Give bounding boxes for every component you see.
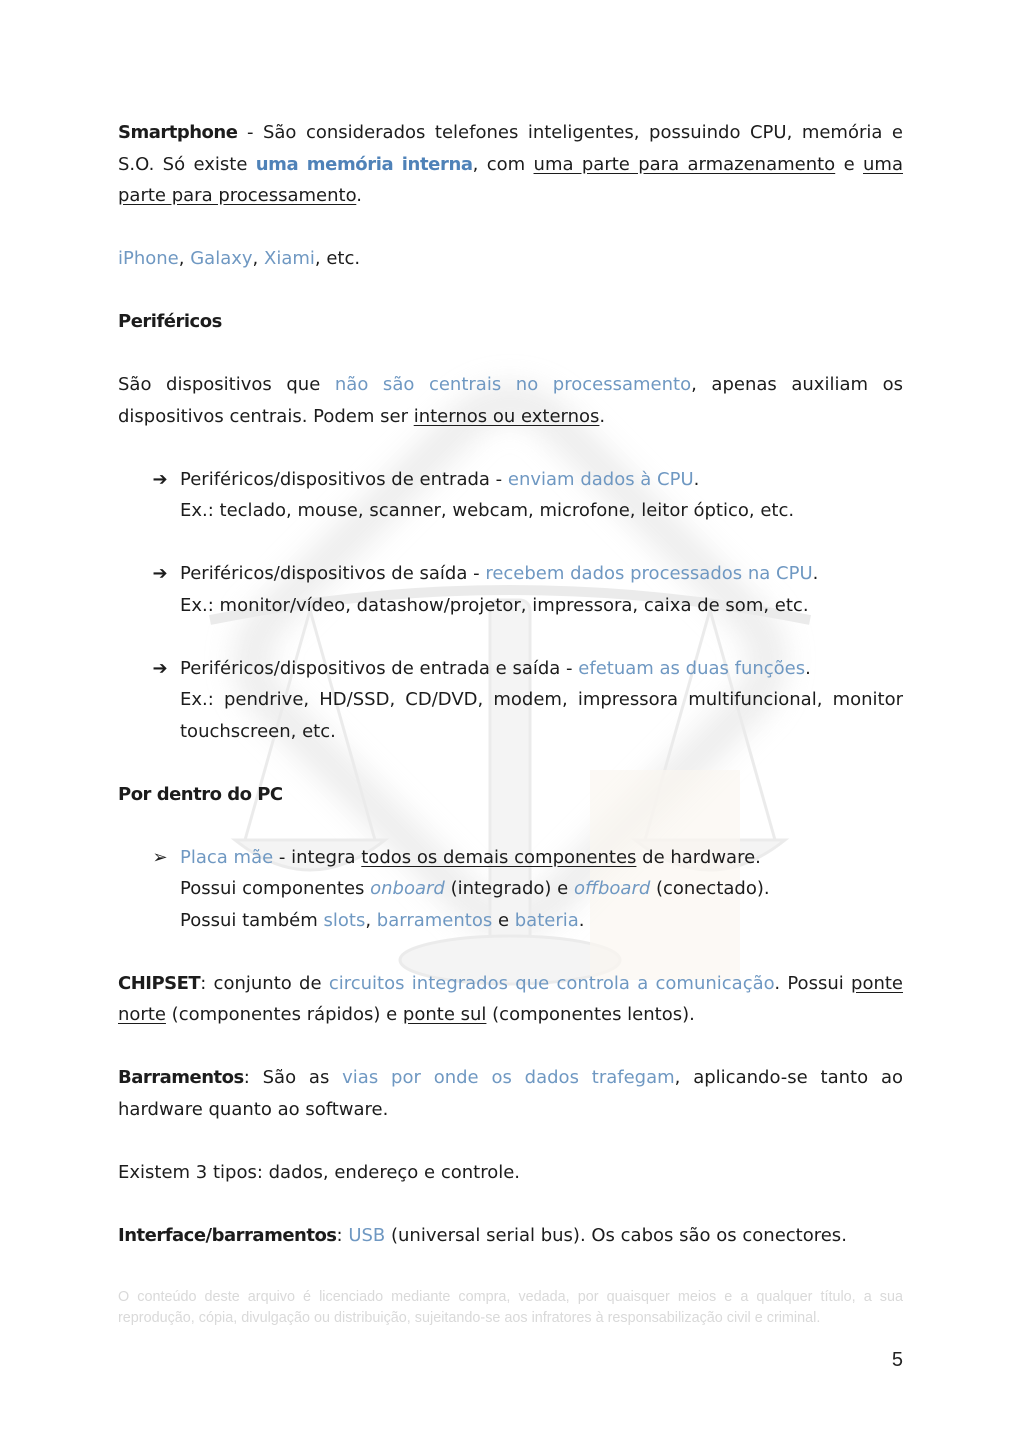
brands-line: iPhone, Galaxy, Xiami, etc.: [118, 248, 361, 269]
example-text: Ex.: pendrive, HD/SSD, CD/DVD, modem, impressora multifuncional, monitor touchscreen, etc.: [180, 689, 903, 742]
example-text: Ex.: monitor/vídeo, datashow/projetor, impressora, caixa de som, etc.: [180, 594, 809, 616]
page-number: 5: [891, 1349, 903, 1371]
barramentos-paragraph: Barramentos: São as vias por onde os dados trafegam, aplicando-se tanto ao hardware quanto ao software.: [118, 1067, 903, 1120]
arrowhead-right-icon: ➢: [152, 846, 168, 868]
highlight-memoria-interna: uma memória interna: [255, 153, 473, 175]
arrow-right-icon: ➔: [152, 563, 168, 584]
smartphone-paragraph: Smartphone - São considerados telefones inteligentes, possuindo CPU, memória e S.O. Só existe uma memória interna, com uma parte para armazenamento e uma parte para processamento.: [118, 122, 903, 206]
list-item: ➔ Periféricos/dispositivos de saída - recebem dados processados na CPU. Ex.: monitor/vídeo, datashow/projetor, impressora, caixa de som, etc.: [118, 558, 903, 621]
example-text: Ex.: teclado, mouse, scanner, webcam, microfone, leitor óptico, etc.: [180, 500, 795, 521]
chipset-paragraph: CHIPSET: conjunto de circuitos integrados que controla a comunicação. Possui ponte norte (componentes rápidos) e ponte sul (componentes lentos).: [118, 972, 903, 1025]
arrow-right-icon: ➔: [152, 468, 168, 490]
perifericos-paragraph: São dispositivos que não são centrais no processamento, apenas auxiliam os dispositivos centrais. Podem ser internos ou externos.: [118, 374, 903, 427]
interface-line: Interface/barramentos: USB (universal serial bus). Os cabos são os conectores.: [118, 1224, 847, 1246]
license-footer: O conteúdo deste arquivo é licenciado mediante compra, vedada, por quaisquer meios e a qualquer título, a sua reprodução, cópia, divulgação ou distribuição, sujeitando-se aos infratores à responsabilização civil e criminal.: [118, 1289, 903, 1326]
heading-perifericos: Periféricos: [118, 311, 222, 332]
heading-por-dentro: Por dentro do PC: [118, 783, 283, 805]
list-item: ➢ Placa mãe - integra todos os demais componentes de hardware. Possui componentes onboard (integrado) e offboard (conectado). Possui também slots, barramentos e bateria.: [118, 842, 903, 937]
list-item: ➔ Periféricos/dispositivos de entrada e saída - efetuam as duas funções. Ex.: pendrive, HD/SSD, CD/DVD, modem, impressora multifuncional, monitor touchscreen, etc.: [118, 653, 903, 748]
list-item: ➔ Periféricos/dispositivos de entrada - enviam dados à CPU. Ex.: teclado, mouse, scanner, webcam, microfone, leitor óptico, etc.: [118, 464, 903, 527]
arrow-right-icon: ➔: [152, 657, 168, 679]
term-smartphone: Smartphone: [118, 122, 238, 143]
tipos-line: Existem 3 tipos: dados, endereço e controle.: [118, 1161, 521, 1183]
